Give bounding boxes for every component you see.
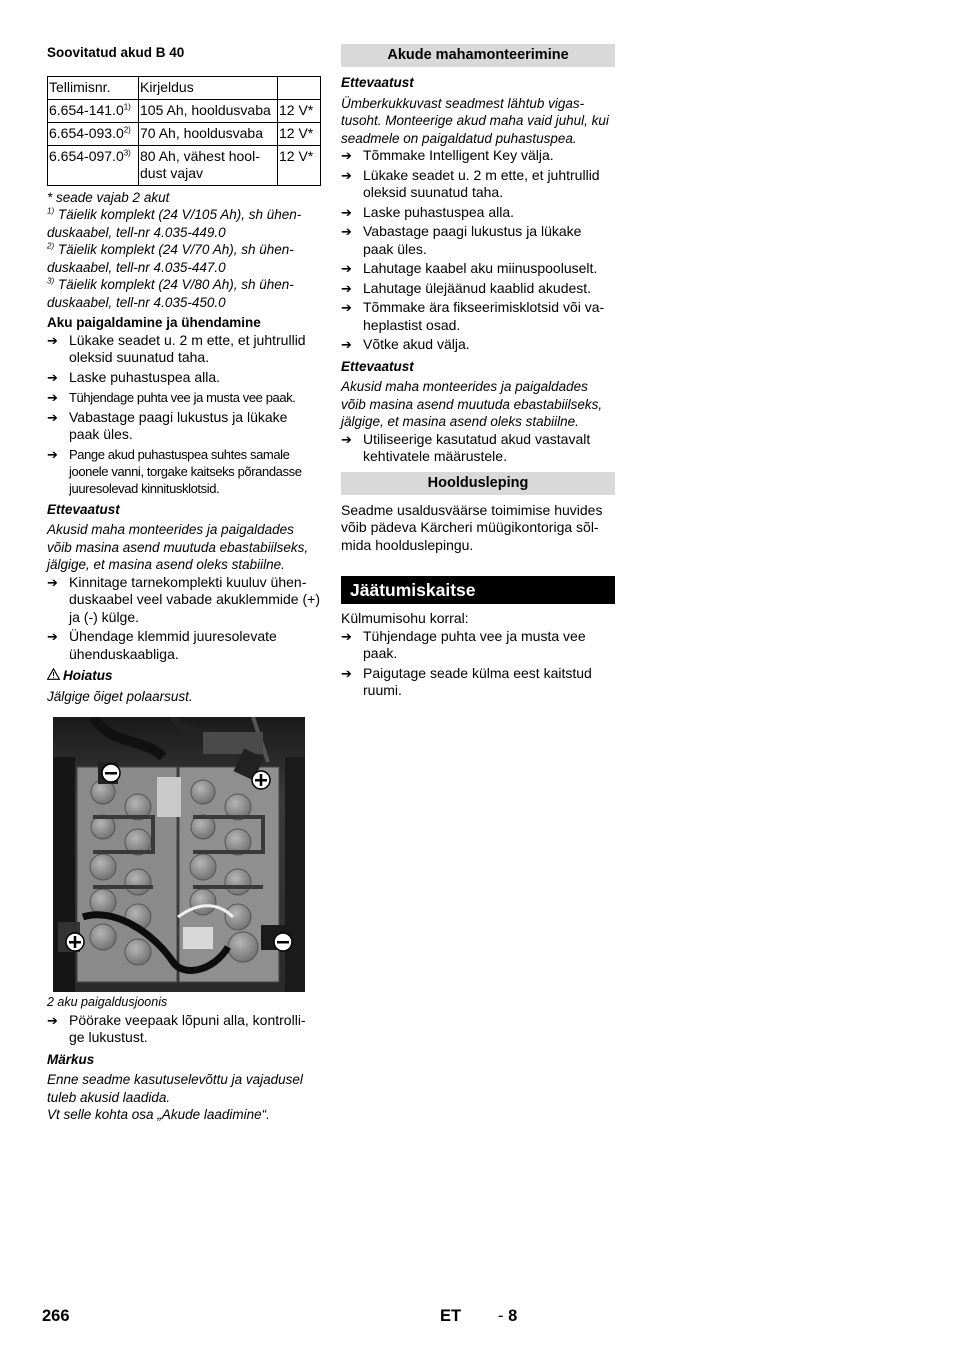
step-text: Laske puhastuspea alla. [363,203,514,220]
footnote [47,189,321,207]
footnote-mark: 2) [47,241,55,251]
warning-text: Jälgige õiget polaarsust. [47,688,193,704]
step-text: Võtke akud välja. [363,336,470,352]
install-steps [47,332,321,497]
language-code: ET [440,1307,462,1325]
list-item [47,369,321,387]
battery-installation-photo [53,717,305,992]
arrow-right-icon: ➔ [341,628,352,644]
install-heading: Aku paigaldamine ja ühendamine [47,315,261,330]
list-item [341,336,615,354]
arrow-right-icon: ➔ [341,280,352,296]
arrow-right-icon: ➔ [47,629,58,644]
service-text: Seadme usaldusväärse toimimise huvides võib pädeva Kärcheri müügikontoriga sõl-mida hoolduslepingu. [341,501,603,553]
page-separator: - [498,1307,504,1325]
table-row [48,145,321,185]
step-text: Pange akud puhastuspea suhtes samale joonele vanni, torgake kaitseks põrandasse juuresolevad kinnitusklotsid. [69,446,302,496]
table-cell-order-nr [48,122,139,145]
left-column [47,44,321,1124]
arrow-right-icon: ➔ [341,300,352,315]
list-item [341,204,615,222]
footnotes [47,189,321,312]
step-text: Paigutage seade külma eest kaitstud ruumi. [363,664,592,698]
list-item [47,574,321,627]
table-header-row [48,76,321,99]
arrow-right-icon: ➔ [47,332,58,348]
list-item [47,389,321,407]
list-item [341,260,615,278]
table-cell-desc: 105 Ah, hooldusvaba [139,99,278,122]
footnote [47,241,321,276]
table-cell-desc: 70 Ah, hooldusvaba [139,122,278,145]
photo-caption: 2 aku paigaldusjoonis [47,995,168,1009]
step-text: Lükake seadet u. 2 m ette, et juhtrullid oleksid suunatud taha. [69,331,306,365]
footnote-text: Täielik komplekt (24 V/80 Ah), sh ühen-duskaabel, tell-nr 4.035-450.0 [47,277,294,310]
step-text: Pöörake veepaak lõpuni alla, kontrolli-ge lukustust. [69,1011,306,1045]
step-text: Vabastage paagi lukustus ja lükake paak üles. [363,223,582,257]
table-cell-volt: 12 V* [278,99,321,122]
arrow-right-icon: ➔ [341,261,352,276]
list-item [341,167,615,202]
list-item [341,665,615,700]
arrow-right-icon: ➔ [47,574,58,590]
section-page-number: 8 [508,1307,518,1325]
step-text: Tühjendage puhta vee ja musta vee paak. [69,390,296,405]
service-heading: Hooldusleping [341,472,615,495]
plus-marker-icon [66,933,84,951]
list-item [341,299,615,334]
warning-triangle-icon [47,667,63,685]
list-item [47,332,321,367]
step-text: Utiliseerige kasutatud akud vastavalt kehtivatele määrustele. [363,430,591,464]
battery-table [47,76,321,186]
list-item [341,431,615,466]
footnote [47,276,321,311]
footnote-mark: 3) [47,276,55,286]
table-header-cell [278,76,321,99]
caution-text: Ümberkukkuvast seadmest lähtub vigas-tusoht. Monteerige akud maha vaid juhul, kui seadmele on paigaldatud puhastuspea. [341,95,609,146]
caution-label: Ettevaatust [341,75,414,90]
arrow-right-icon: ➔ [341,665,352,681]
caution-label: Ettevaatust [47,501,120,517]
warning-label: Hoiatus [63,668,113,683]
table-cell-volt: 12 V* [278,122,321,145]
arrow-right-icon: ➔ [341,148,352,163]
footnote-text: * seade vajab 2 akut [47,189,170,205]
frost-steps [341,628,615,700]
battery-section-title: Soovitatud akud B 40 [47,45,185,60]
footnote-mark: 1) [123,101,131,111]
footnote-text: Täielik komplekt (24 V/105 Ah), sh ühen-duskaabel, tell-nr 4.035-449.0 [47,207,302,240]
frost-intro: Külmumisohu korral: [341,610,469,626]
step-text: Lahutage ülejäänud kaablid akudest. [363,279,592,296]
note-label: Märkus [47,1051,95,1067]
removal-steps [341,147,615,354]
arrow-right-icon: ➔ [47,369,58,385]
frost-heading: Jäätumiskaitse [341,576,615,604]
footnote-text: Täielik komplekt (24 V/70 Ah), sh ühen-duskaabel, tell-nr 4.035-447.0 [47,242,294,275]
table-row [48,122,321,145]
table-cell-order-nr [48,99,139,122]
caution-text: Akusid maha monteerides ja paigaldades võib masina asend muutuda ebastabiilseks, jälgige, et masina asend oleks stabiilne. [47,522,309,572]
right-column [341,44,615,700]
step-text: Lahutage kaabel aku miinuspooluselt. [363,260,598,276]
minus-marker-icon [102,764,120,782]
arrow-right-icon: ➔ [47,1012,58,1028]
step-text: Tõmmake Intelligent Key välja. [363,147,554,163]
step-text: Vabastage paagi lukustus ja lükake paak üles. [69,408,288,442]
section-page [498,1307,517,1326]
footnote [47,206,321,241]
arrow-right-icon: ➔ [47,446,58,462]
footnote-mark: 3) [123,147,131,157]
caution-text: Akusid maha monteerides ja paigaldades võib masina asend muutuda ebastabiilseks, jälgige, et masina asend oleks stabiilne. [341,379,603,429]
list-item [47,446,321,497]
table-cell-volt: 12 V* [278,145,321,185]
footnote-mark: 2) [123,124,131,134]
after-photo-steps [47,1012,321,1047]
arrow-right-icon: ➔ [341,431,352,447]
note-text: Enne seadme kasutuselevõttu ja vajadusel tuleb akusid laadida. [47,1072,303,1105]
arrow-right-icon: ➔ [341,204,352,220]
caution-label: Ettevaatust [341,358,414,374]
order-nr: 6.654-141.0 [49,101,124,118]
arrow-right-icon: ➔ [341,167,352,183]
list-item [47,1012,321,1047]
arrow-right-icon: ➔ [341,224,352,239]
step-text: Lükake seadet u. 2 m ette, et juhtrullid oleksid suunatud taha. [363,166,600,200]
minus-marker-icon [274,933,292,951]
arrow-right-icon: ➔ [341,337,352,352]
warning-label-row [47,667,321,685]
arrow-right-icon: ➔ [47,409,58,425]
step-text: Kinnitage tarnekomplekti kuuluv ühen-duskaabel veel vabade akuklemmide (+) ja (-) külge. [69,573,320,625]
list-item [341,147,615,165]
table-row [48,99,321,122]
order-nr: 6.654-093.0 [49,124,124,141]
plus-marker-icon [252,771,270,789]
removal-heading: Akude mahamonteerimine [341,44,615,67]
connect-steps [47,574,321,664]
step-text: Laske puhastuspea alla. [69,368,220,385]
step-text: Tõmmake ära fikseerimisklotsid või va-heplastist osad. [363,299,605,333]
order-nr: 6.654-097.0 [49,147,124,164]
note-text: Vt selle kohta osa „Akude laadimine“. [47,1107,270,1122]
table-header-cell: Tellimisnr. [48,76,139,99]
battery-photo-illustration [53,717,305,992]
list-item [341,280,615,298]
table-header-cell: Kirjeldus [139,76,278,99]
footnote-mark: 1) [47,206,55,216]
disposal-steps [341,431,615,466]
list-item [47,409,321,444]
step-text: Ühendage klemmid juuresolevate ühenduskaabliga. [69,628,277,662]
page-number: 266 [42,1307,70,1325]
step-text: Tühjendage puhta vee ja musta vee paak. [363,627,586,661]
table-cell-desc: 80 Ah, vähest hool-dust vajav [139,145,278,185]
arrow-right-icon: ➔ [47,390,58,405]
list-item [47,628,321,663]
table-cell-order-nr [48,145,139,185]
list-item [341,223,615,258]
list-item [341,628,615,663]
